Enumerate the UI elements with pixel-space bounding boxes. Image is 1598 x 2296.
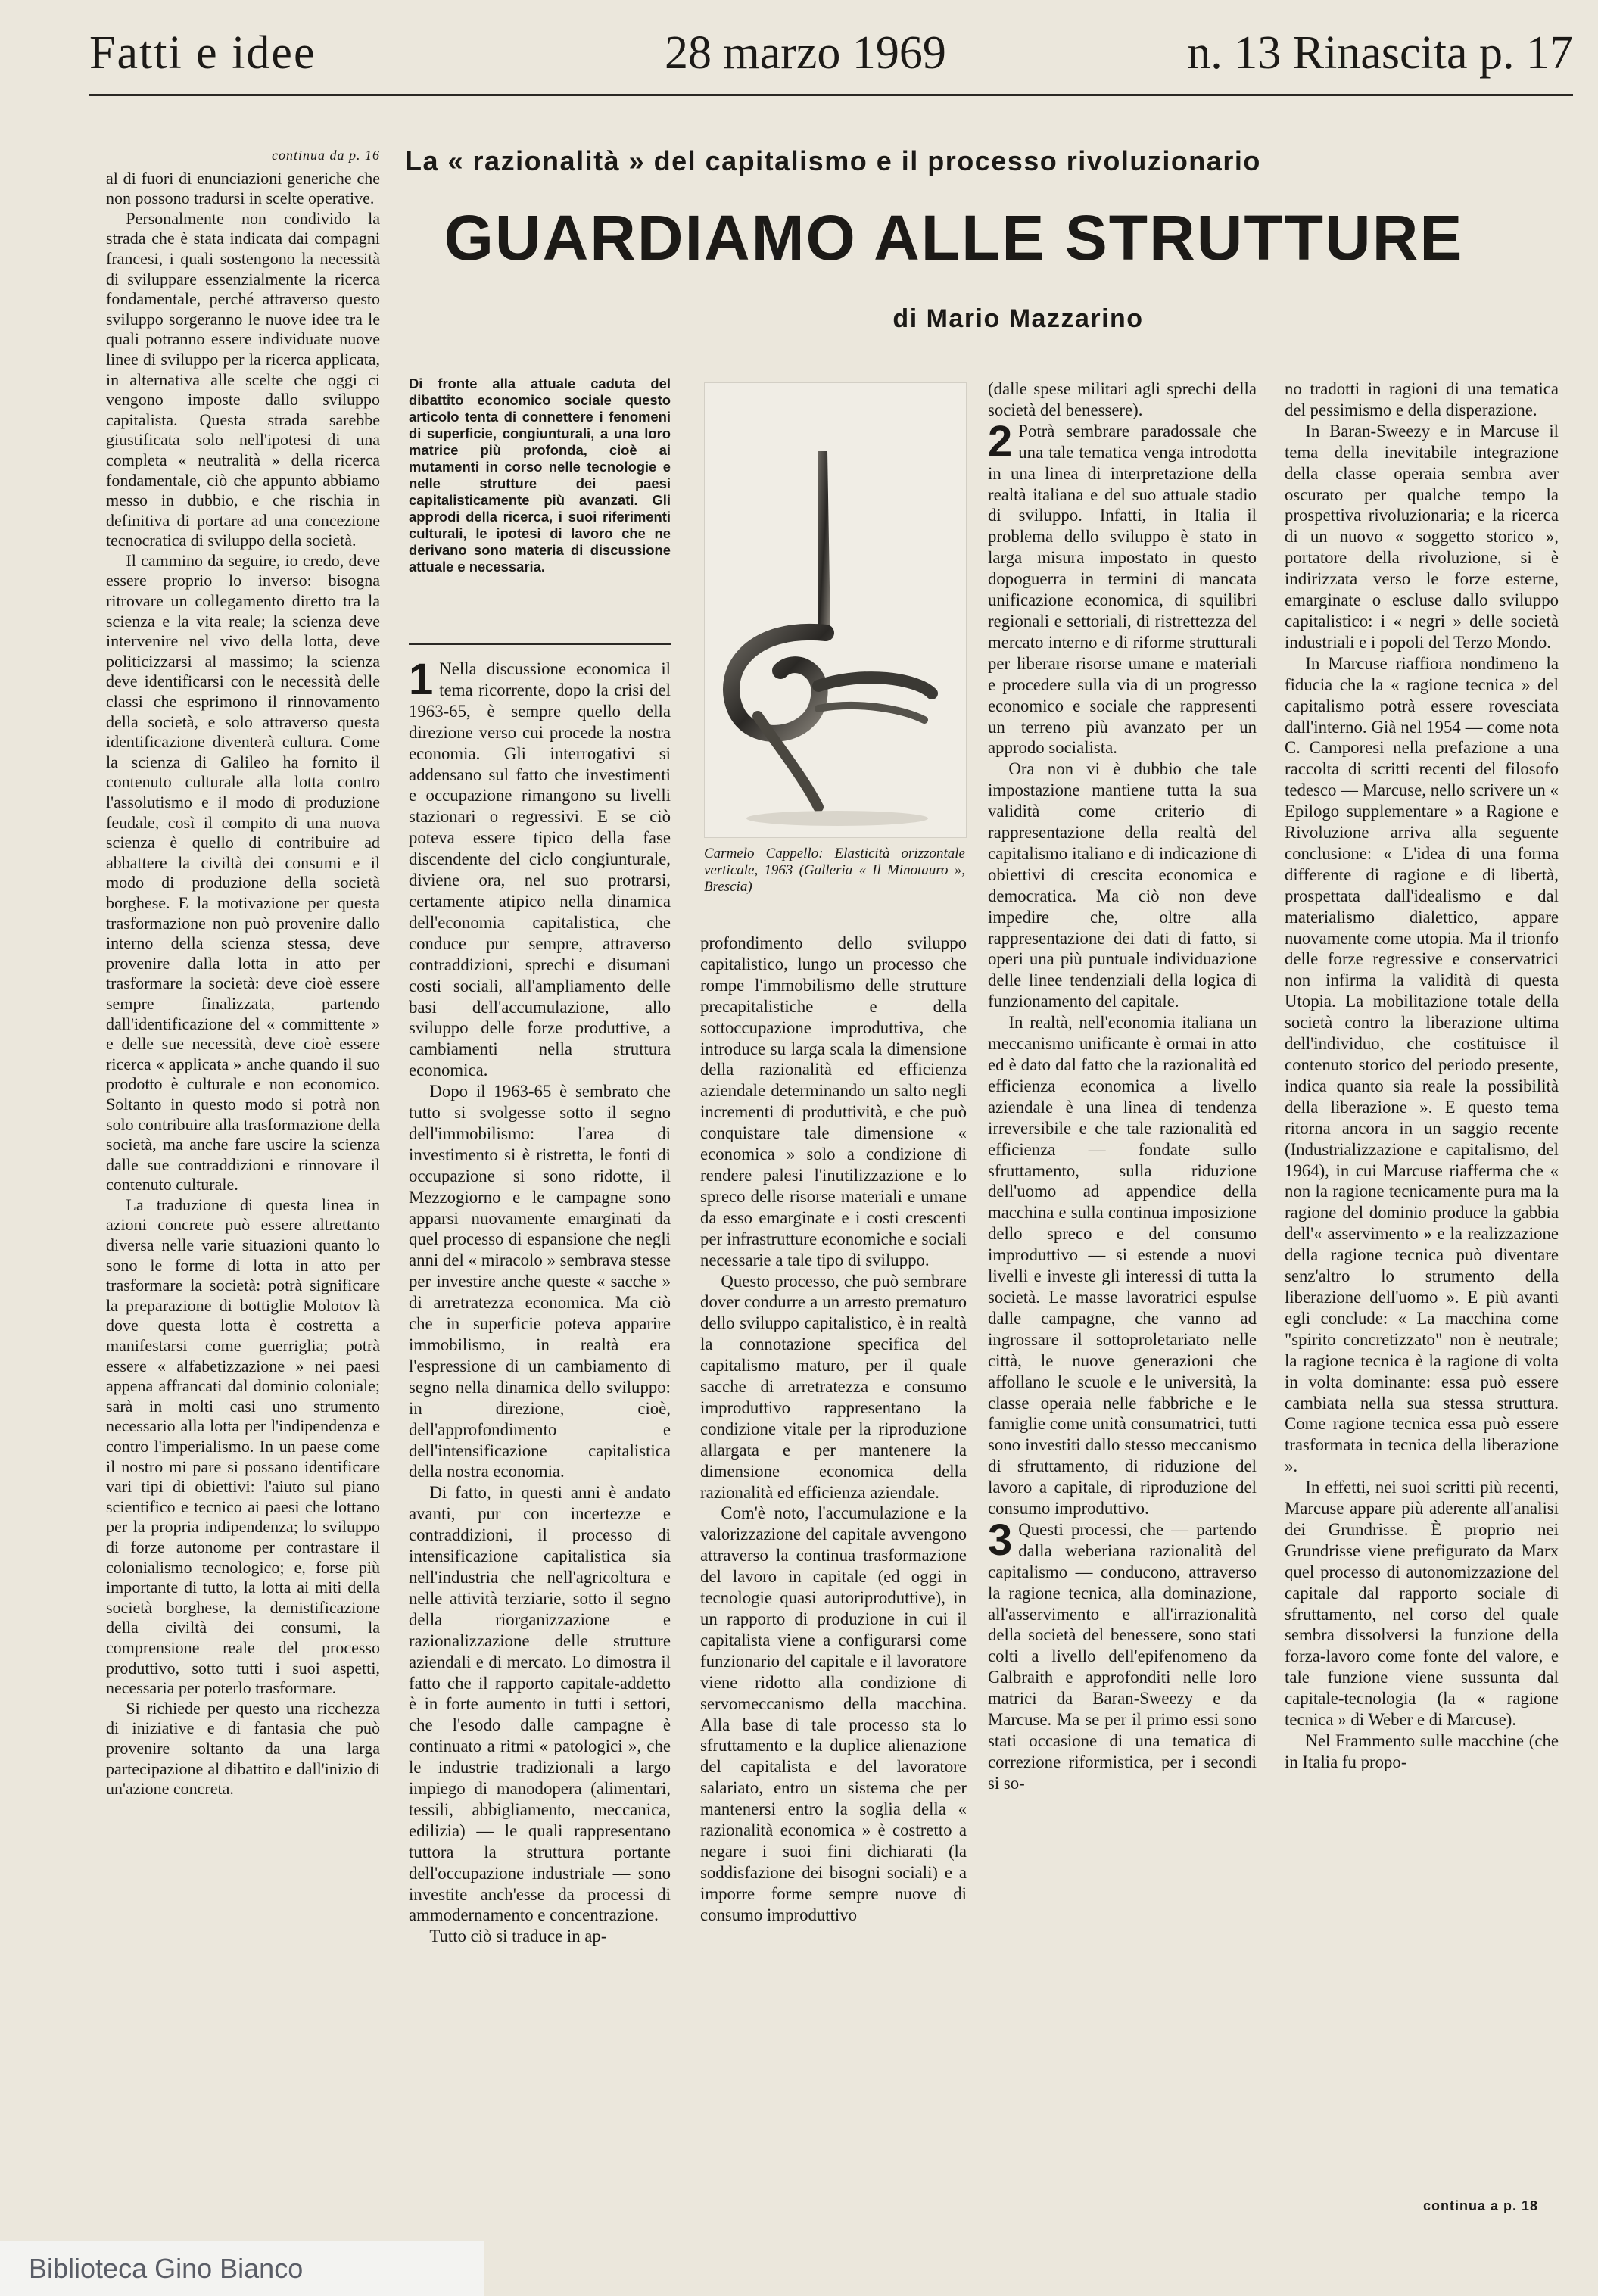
continued-to-label: continua a p. 18: [1423, 2198, 1539, 2213]
paragraph: Questo processo, che può sembrare dover condurre a un arresto prematuro dello sviluppo capitalistico, è in realtà la connotazione specifica del capitalismo maturo, per il quale sacche di arretratezza e consumo improduttivo rappresentano la condizione vitale per la riproduzione allargata e per mantenere la dimensione economica della razionalità ed efficienza aziendale.: [700, 1271, 967, 1502]
paragraph: In Baran-Sweezy e in Marcuse il tema della inevitabile integrazione della classe operaia sembra aver oscurato per qualche tempo la prospettiva rivoluzionaria; e la ricerca di un nuovo « soggetto storico », portatore della rivoluzione, si è indirizzata verso le forze esterne, emarginate o escluse dallo sviluppo capitalistico: i « negri » delle società industriali e i popoli del Terzo Mondo.: [1285, 421, 1559, 652]
page-header: [89, 21, 1573, 96]
divider: [409, 643, 671, 645]
right-column: [1285, 379, 1559, 2195]
library-stamp: Biblioteca Gino Bianco: [0, 2241, 484, 2296]
paragraph: In effetti, nei suoi scritti più recenti, Marcuse appare più aderente all'analisi dei Grundrisse. È proprio nei Grundrisse viene prefigurato da Marx quel processo di autonomizzazione del capitale dal rapporto sociale di sfruttamento, nel corso del quale sembra dissolversi la funzione della forza-lavoro come fonte del valore, e tale funzione viene sussunta dal capitale-tecnologia (la « ragione tecnica » di Weber e di Marcuse).: [1285, 1478, 1559, 1730]
paragraph: 1 Nella discussione economica il tema ricorrente, dopo la crisi del 1963-65, è sempre quello della direzione verso cui procede la nostra economia. Gli interrogativi si addensano sul fatto che investimenti e occupazione rimangono su livelli stazionari o regressivi. E se ciò poteva essere tipico della fase discendente del ciclo congiunturale, diviene ora, nel suo protrarsi, certamente atipico nella dinamica dell'economia capitalistica, che conduce pur sempre, attraverso contraddizioni, sprechi e disumani costi sociali, all'ampliamento delle basi dell'accumulazione, allo sviluppo delle forze produttive, a cambiamenti nella struttura economica.: [409, 659, 671, 1080]
paragraph: La traduzione di questa linea in azioni concrete può essere altrettanto diversa nelle varie situazioni quanto lo sono le forme di lotta in atto per trasformare la società: potrà significare la preparazione di bottiglie Molotov là dove questa lotta è costretta a manifestarsi come guerriglia; potrà essere « alfabetizzazione » nei paesi appena affrancati dal dominio coloniale; sarà in molti casi uno strumento necessario alla lotta per l'indipendenza e contro l'imperialismo. In un paese come il nostro mi pare si possano identificare vari tipi di obiettivi: l'aiuto sul piano scientifico e tecnico ai paesi che lottano per la propria indipendenza; lo sviluppo di forze autonome per contrastare il colonialismo tecnologico; e, forse più importante di tutto, la lotta ai miti della società borghese, la demistificazione della civiltà dei consumi, la comprensione reale del processo produttivo, sotto tutti i suoi aspetti, necessaria per poterlo trasformare.: [106, 1195, 380, 1698]
article-title: GUARDIAMO ALLE STRUTTURE: [444, 202, 1464, 273]
figure-caption: Carmelo Cappello: Elasticità orizzontale verticale, 1963 (Galleria « Il Minotauro », Brescia): [704, 846, 965, 895]
sculpture-illustration: [705, 383, 966, 837]
paragraph: In realtà, nell'economia italiana un meccanismo unificante è ormai in atto ed è dato dal fatto che la razionalità ed efficienza economica a livello aziendale è una linea di tendenza irreversibile e che tale razionalità ed efficienza — fondate sullo sfruttamento, sulla riduzione dell'uomo ad appendice della macchina e sulla continua imposizione dello spreco e del consumo improduttivo — si estende a nuovi livelli e investe gli interessi di tutta la società. Le masse lavoratrici espulse dalle campagne, che vanno ad ingrossare il sottoproletariato nelle città, le nuove generazioni che affollano le scuole e le università, la classe operaia nelle fabbriche e le famiglie come unità consumatrici, tutti sono investiti dallo stesso meccanismo di sfruttamento, di riduzione del lavoro a capitale, di riproduzione del consumo improduttivo.: [988, 1013, 1257, 1519]
paragraph: 3 Questi processi, che — partendo dalla weberiana razionalità del capitalismo — conducono, attraverso la ragione tecnica, alla dominazione, all'asservimento e all'irrazionalità della società del benessere, sono stati colti a livello dell'epifenomeno da Galbraith e approfonditi nelle loro matrici da Baran-Sweezy e da Marcuse. Ma se per il primo essi sono stati occasione di una tematica di correzione riformistica, per i secondi si so-: [988, 1515, 1257, 1793]
paragraph: Com'è noto, l'accumulazione e la valorizzazione del capitale avvengono attraverso la continua trasformazione del lavoro in capitale (ed oggi in tecnologie quasi autoriproduttive), in un rapporto di produzione in cui il capitalista viene a configurarsi come funzionario del capitale e il lavoratore viene ridotto alla condizione di servomeccanismo della macchina. Alla base di tale processo sta lo sfruttamento e la duplice alienazione del capitalista e del lavoratore salariato, entro un sistema che per mantenersi entro la soglia della « razionalità economica » è costretto a negare i suoi fini dichiarati (la soddisfazione dei bisogni sociali) e a imporre forme sempre nuove di consumo improduttivo: [700, 1503, 967, 1924]
paragraph: Si richiede per questo una ricchezza di iniziative e di fantasia che può provenire soltanto da una larga partecipazione al dibattito e dall'inizio di un'azione concreta.: [106, 1698, 380, 1799]
section-number: 3: [988, 1515, 1013, 1565]
paragraph: Personalmente non condivido la strada che è stata indicata dai compagni francesi, i quali sostengono la necessità di sviluppare essenzialmente la ricerca fondamentale, perché attraverso questo sviluppo sorgeranno le nuove idee tra le quali potranno essere individuate nuove linee di sviluppo per la ricerca applicata, in alternativa alle scelte che oggi ci vengono imposte dallo sviluppo capitalista. Questa strada sarebbe giustificata solo nell'ipotesi di una completa « neutralità » della ricerca fondamentale, ciò che appunto abbiamo messo in dubbio, e che rischia in definitiva di portare ad una concezione tecnocratica di sviluppo della società.: [106, 208, 380, 550]
paragraph: (dalle spese militari agli sprechi della società del benessere).: [988, 379, 1257, 419]
paragraph: Ora non vi è dubbio che tale impostazione mantiene tutta la sua validità come criterio di rappresentazione della realtà del capitalismo italiano e di indicazione di obiettivi di crescita economica e democratica. Ma ciò non deve impedire che, oltre alla rappresentazione dei dati di fatto, si operi una più puntuale individuazione delle linee tendenziali della logica di funzionamento del capitale.: [988, 759, 1257, 1011]
issue-date: 28 marzo 1969: [665, 27, 946, 79]
middle-column-b: [700, 933, 967, 2227]
paragraph: Dopo il 1963-65 è sembrato che tutto si svolgesse sotto il segno dell'immobilismo: l'area di investimento si è ristretta, le fonti di occupazione si sono ridotte, il Mezzogiorno e le campagne sono apparsi nuovamente emarginati da quel processo di espansione che negli anni del « miracolo » sembrava stesse per investire anche queste « sacche » di arretratezza economica. Ma ciò che in superficie poteva apparire immobilismo, in realtà era l'espressione di un cambiamento di segno nella dinamica dello sviluppo: in direzione, cioè, dell'approfondimento e dell'intensificazione capitalistica della nostra economia.: [409, 1082, 671, 1481]
middle-column-a: [409, 659, 671, 2226]
section-title: Fatti e idee: [89, 27, 316, 79]
section-number: 2: [988, 416, 1013, 466]
paragraph: Il cammino da seguire, io credo, deve essere proprio lo inverso: bisogna ritrovare un collegamento diretto tra la scienza e la vita reale; la scienza deve intervenire nel vivo della lotta, deve politicizzarsi al massimo; la scienza deve identificarsi con le necessità delle classi che esprimono il rinnovamento della società, e solo attraverso questa identificazione diventerà cultura. Come la scienza di Galileo ha fornito il contenuto culturale alla lotta contro l'assolutismo e il modo di produzione feudale, così il compito di una nuova scienza è quello di contribuire ad abbattere la civiltà dei consumi e il modo di produzione della società borghese. E la motivazione per questa trasformazione non può provenire dallo interno della scienza stessa, deve provenire dalla lotta in atto per trasformare la società: deve cioè essere sempre finalizzata, partendo dall'identificazione del « committente » e delle sue necessità, deve cioè essere ricerca « applicata » anche quando il suo prodotto è culturale e non economico. Soltanto in questo modo si potrà non solo contribuire alla trasformazione della società, ma anche fare uscire la scienza dalle sue contraddizioni e rinnovare il contenuto culturale.: [106, 550, 380, 1195]
article-abstract: Di fronte alla attuale caduta del dibattito economico sociale questo articolo tenta di connettere i fenomeni di superficie, congiunturali, a una loro matrice più profonda, cioè ai mutamenti in corso nelle tecnologie e nelle strutture dei paesi capitalisticamente più avanzati. Gli approdi della ricerca, i suoi riferimenti culturali, le ipotesi di lavoro che ne derivano sono materia di discussione attuale e necessaria.: [409, 375, 671, 575]
paragraph: 2 Potrà sembrare paradossale che una tale tematica venga introdotta in una linea di interpretazione della realtà italiana e del suo attuale stadio di sviluppo. Infatti, in Italia il problema dello sviluppo è stato in larga misura impostato in questo dopoguerra in termini di mancata unificazione economica, di squilibri regionali e settoriali, di ristrettezza del mercato interno e di riforme strutturali per liberare risorse umane e materiali e procedere sulla via di un progresso economico e sociale che rappresenti un terreno più avanzato per un approdo socialista.: [988, 416, 1257, 758]
paragraph: no tradotti in ragioni di una tematica del pessimismo e della disperazione.: [1285, 379, 1559, 419]
continued-from-label: continua da p. 16: [272, 148, 380, 163]
middle-column-c: [988, 379, 1257, 2226]
issue-number: n. 13 Rinascita p. 17: [1187, 27, 1573, 79]
article-kicker: La « razionalità » del capitalismo e il processo rivoluzionario: [405, 145, 1261, 176]
paragraph: Nel Frammento sulle macchine (che in Italia fu propo-: [1285, 1731, 1559, 1771]
paragraph: al di fuori di enunciazioni generiche che non possono tradursi in scelte operative.: [106, 168, 380, 208]
paragraph: Tutto ciò si traduce in ap-: [429, 1927, 607, 1946]
sculpture-photo: [704, 382, 967, 838]
article-byline: di Mario Mazzarino: [892, 304, 1144, 333]
left-column: [106, 145, 380, 2212]
paragraph: In Marcuse riaffiora nondimeno la fiducia che la « ragione tecnica » del capitalismo potrà essere rovesciata dall'interno. Già nel 1954 — come nota C. Camporesi nella prefazione a una raccolta di scritti recenti del filosofo tedesco — Marcuse, nello scrivere un « Epilogo supplementare » a Ragione e Rivoluzione arriva alla seguente conclusione: « L'idea di una forma differente di ragione e di libertà, prospettata dall'idealismo e dal materialismo dialettico, appare nuovamente come utopia. Ma il trionfo delle forze regressive e conservatrici non infirma la validità di questa Utopia. La mobilitazione totale della società contro la liberazione ultima dell'individuo, che costituisce il contenuto storico del periodo presente, indica quanto sia reale la possibilità della liberazione ». E questo tema ritorna ancora in un saggio recente (Industrializzazione e capitalismo, del 1964), in cui Marcuse riafferma che « non la ragione tecnicamente pura ma la ragione del dominio produce la gabbia dell'« asservimento » e la realizzazione della ragione tecnica può diventare senz'altro lo strumento della liberazione dell'uomo ». E più avanti egli conclude: « La macchina come "spirito concretizzato" non è neutrale; la ragione tecnica è la ragione di volta in volta dominante: essa può essere cambiata nella sua stessa struttura. Come ragione tecnica essa può essere trasformata in tecnica della liberazione ».: [1285, 653, 1559, 1476]
section-number: 1: [409, 659, 434, 704]
paragraph: profondimento dello sviluppo capitalistico, lungo un processo che rompe l'immobilismo delle strutture precapitalistiche e della sottoccupazione improduttiva, che introduce su larga scala la dimensione della razionalità ed efficienza aziendale determinando un salto negli incrementi di produttività, e che può conquistare tale dimensione « economica » solo a condizione di rendere palesi l'inutilizzazione e lo spreco delle risorse materiali e umane da esso emarginate e i costi crescenti per infrastrutture economiche e sociali necessarie a tale tipo di sviluppo.: [700, 933, 967, 1269]
paragraph: Di fatto, in questi anni è andato avanti, pur con incertezze e contraddizioni, il processo di intensificazione capitalistica sia nell'industria che nell'agricoltura e nelle attività terziarie, sotto il segno della riorganizzazione e razionalizzazione delle strutture aziendali e di mercato. Lo dimostra il fatto che il rapporto capitale-addetto è in forte aumento in tutti i settori, che l'esodo dalle campagne è continuato a ritmi « patologici », che le industrie tradizionali a largo impiego di manodopera (alimentari, tessili, abbigliamento, meccanica, edilizia) — le quali rappresentano tuttora la struttura portante dell'occupazione industriale — sono investite anch'esse da processi di ammodernamento e concentrazione.: [409, 1483, 671, 1925]
